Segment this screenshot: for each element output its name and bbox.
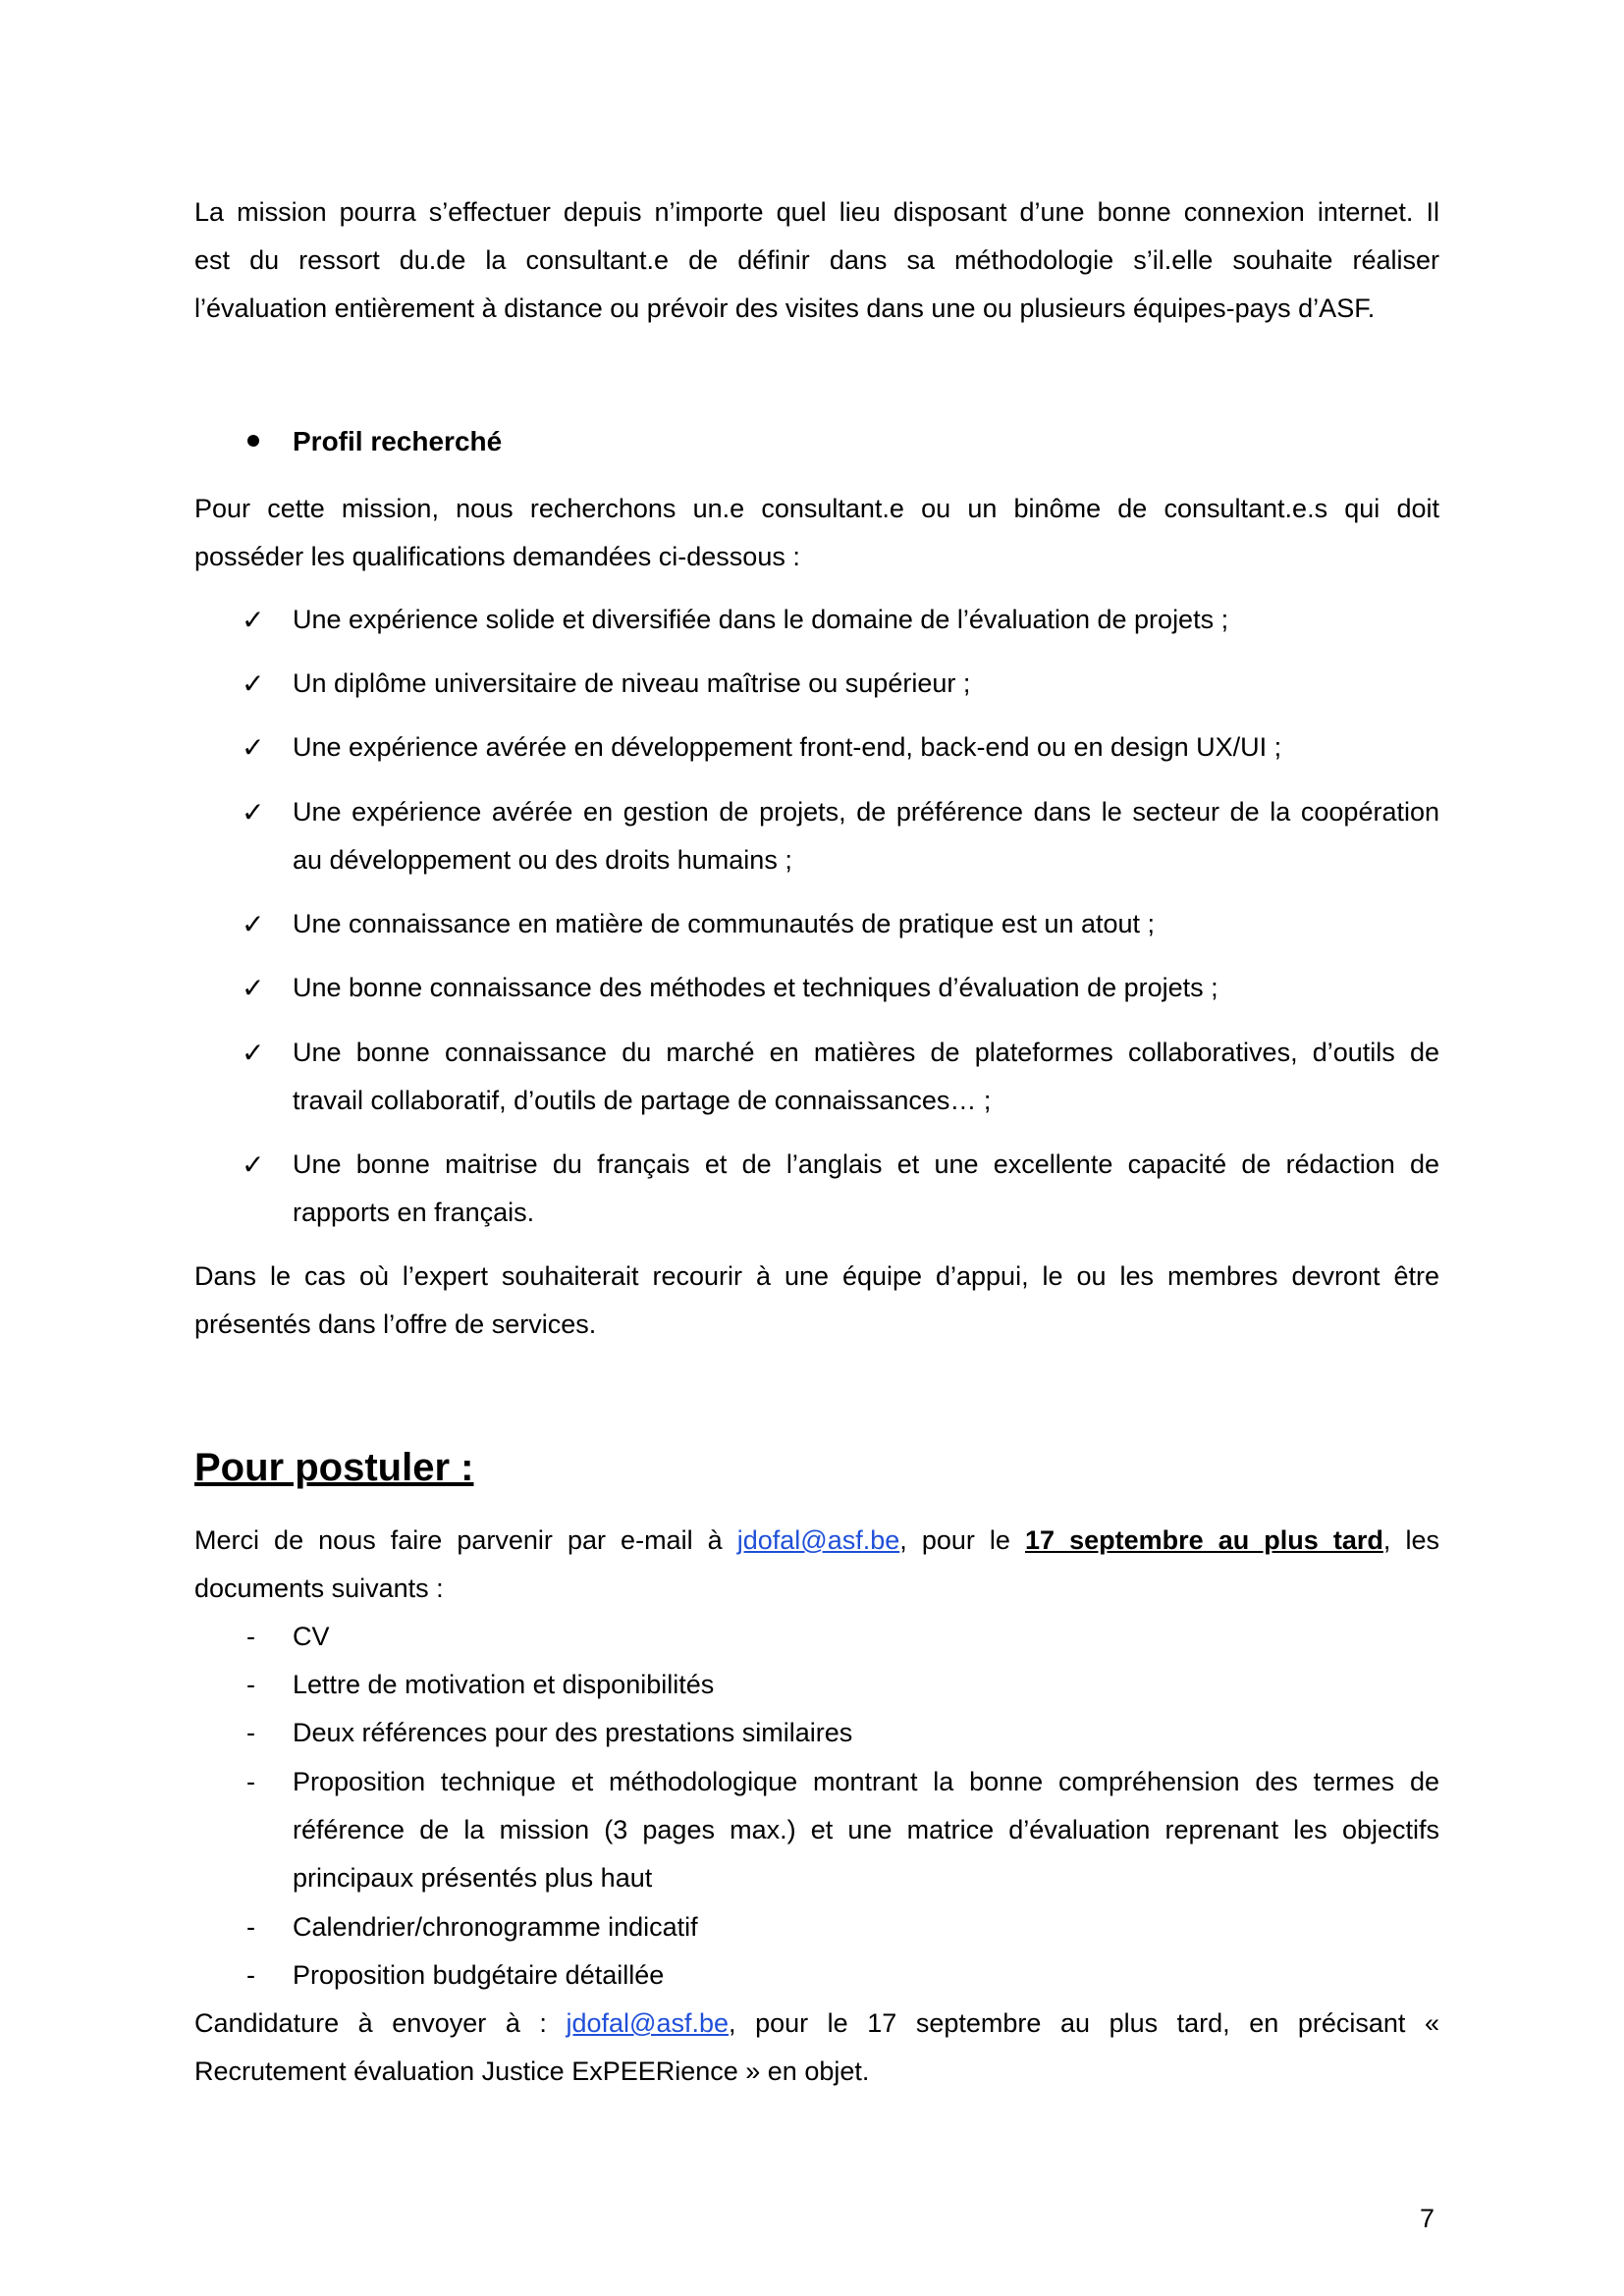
- dash-bullet-icon: -: [246, 1670, 255, 1699]
- profil-lead-line-1: Pour cette mission, nous recherchons un.e consultant.e ou un binôme de consultant.e.s qui doit: [194, 494, 1439, 523]
- checkmark-icon: ✓: [242, 909, 265, 939]
- document-item: Proposition technique et méthodologique montrant la bonne compréhension des termes de: [293, 1767, 1439, 1796]
- apply-prefix: Candidature à envoyer à :: [194, 2008, 547, 2038]
- qualification-item-continuation: rapports en français.: [293, 1198, 535, 1227]
- dash-bullet-icon: -: [246, 1622, 255, 1651]
- qualification-item: Une bonne connaissance des méthodes et techniques d’évaluation de projets ;: [293, 973, 1218, 1002]
- document-item: Calendrier/chronogramme indicatif: [293, 1912, 698, 1942]
- email-link[interactable]: jdofal@asf.be: [736, 1525, 900, 1555]
- profil-lead-line-2: posséder les qualifications demandées ci-dessous :: [194, 542, 800, 571]
- document-item-continuation: référence de la mission (3 pages max.) et une matrice d’évaluation reprenant les objectifs: [293, 1815, 1439, 1844]
- postuler-intro-suffix: , les: [1382, 1525, 1439, 1555]
- document-item-continuation: principaux présentés plus haut: [293, 1863, 653, 1893]
- qualification-item: Une bonne connaissance du marché en matières de plateformes collaboratives, d’outils de: [293, 1038, 1439, 1067]
- qualification-item: Une bonne maitrise du français et de l’anglais et une excellente capacité de rédaction de: [293, 1149, 1439, 1179]
- postuler-intro-mid: , pour le: [899, 1525, 1010, 1555]
- checkmark-icon: ✓: [242, 732, 265, 763]
- qualification-item-continuation: au développement ou des droits humains ;: [293, 845, 792, 875]
- section-heading-profil: Profil recherché: [293, 426, 503, 456]
- checkmark-icon: ✓: [242, 668, 265, 699]
- dash-bullet-icon: -: [246, 1912, 255, 1942]
- document-item: Lettre de motivation et disponibilités: [293, 1670, 715, 1699]
- intro-line-1: La mission pourra s’effectuer depuis n’importe quel lieu disposant d’une bonne connexion internet. Il: [194, 197, 1439, 227]
- intro-line-2: est du ressort du.de la consultant.e de définir dans sa méthodologie s’il.elle souhaite réaliser: [194, 245, 1439, 275]
- document-item: Proposition budgétaire détaillée: [293, 1960, 665, 1990]
- qualification-item: Une expérience avérée en développement front-end, back-end ou en design UX/UI ;: [293, 732, 1282, 762]
- postuler-intro-line-2: documents suivants :: [194, 1574, 444, 1603]
- checkmark-icon: ✓: [242, 1149, 265, 1180]
- qualification-item: Une connaissance en matière de communautés de pratique est un atout ;: [293, 909, 1156, 938]
- profil-closing-line-2: présentés dans l’offre de services.: [194, 1309, 597, 1339]
- checkmark-icon: ✓: [242, 605, 265, 635]
- bullet-icon: [247, 435, 259, 447]
- document-item: Deux références pour des prestations similaires: [293, 1718, 853, 1747]
- document-item: CV: [293, 1622, 330, 1651]
- qualification-item: Une expérience avérée en gestion de projets, de préférence dans le secteur de la coopération: [293, 797, 1439, 827]
- postuler-intro-prefix: Merci de nous faire parvenir par e-mail à: [194, 1525, 723, 1555]
- apply-email-link[interactable]: jdofal@asf.be: [566, 2008, 730, 2038]
- dash-bullet-icon: -: [246, 1960, 255, 1990]
- qualification-item: Une expérience solide et diversifiée dans le domaine de l’évaluation de projets ;: [293, 605, 1229, 634]
- checkmark-icon: ✓: [242, 973, 265, 1003]
- profil-closing-line-1: Dans le cas où l’expert souhaiterait recourir à une équipe d’appui, le ou les membres devront être: [194, 1261, 1439, 1291]
- dash-bullet-icon: -: [246, 1718, 255, 1747]
- qualification-item: Un diplôme universitaire de niveau maîtrise ou supérieur ;: [293, 668, 971, 698]
- postuler-intro-line-1: [194, 1517, 1439, 1565]
- checkmark-icon: ✓: [242, 1038, 265, 1068]
- checkmark-icon: ✓: [242, 797, 265, 828]
- apply-line-1: [194, 2000, 1439, 2048]
- dash-bullet-icon: -: [246, 1767, 255, 1796]
- deadline-text: 17 septembre au plus tard: [1025, 1525, 1383, 1555]
- intro-line-3: l’évaluation entièrement à distance ou prévoir des visites dans une ou plusieurs équipes-pays d’ASF.: [194, 294, 1376, 323]
- apply-line-2: Recrutement évaluation Justice ExPEERience » en objet.: [194, 2056, 870, 2086]
- section-title-postuler: Pour postuler :: [194, 1446, 474, 1489]
- qualification-item-continuation: travail collaboratif, d’outils de partage de connaissances… ;: [293, 1086, 992, 1115]
- page-number: 7: [1420, 2204, 1435, 2233]
- apply-suffix: , pour le 17 septembre au plus tard, en précisant «: [729, 2008, 1439, 2038]
